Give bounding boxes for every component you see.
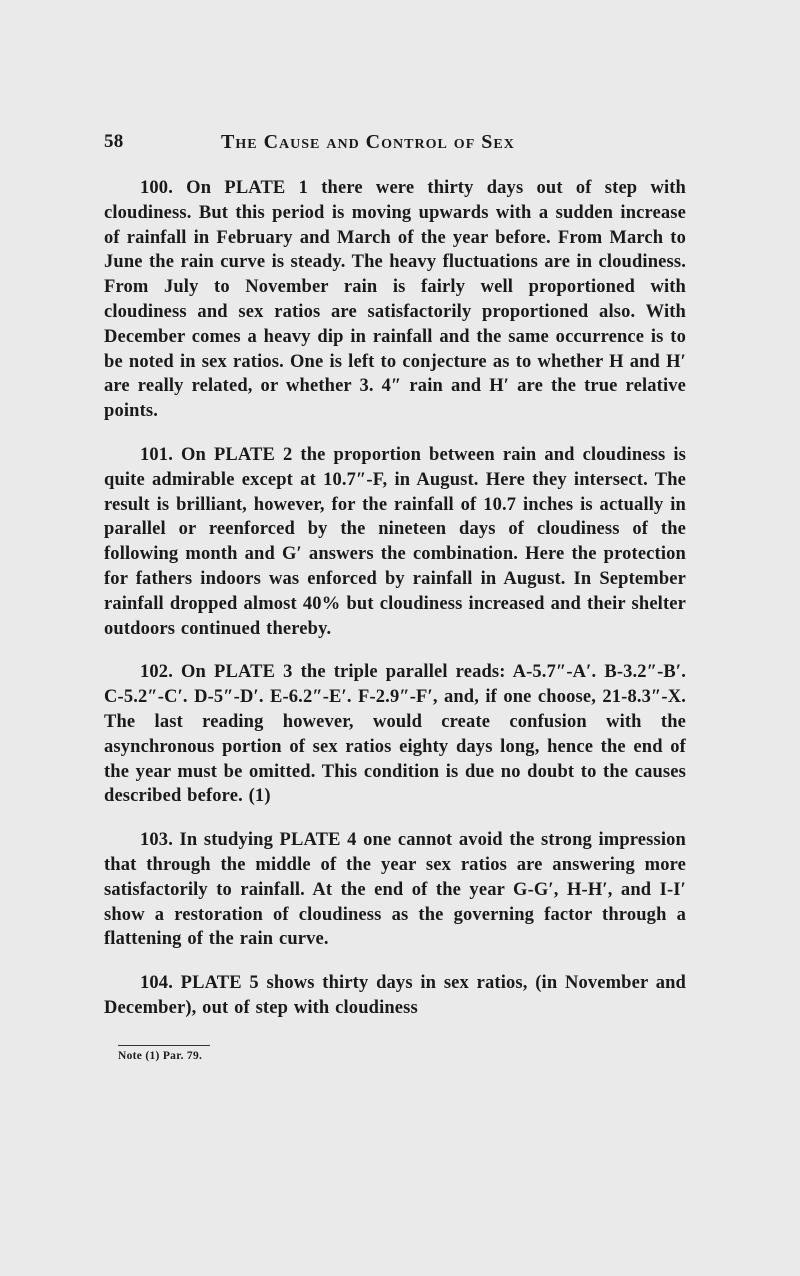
paragraph-103: 103. In studying PLATE 4 one cannot avoid the strong impression that through the middle of the year sex ratios are answering more satisfactorily to rainfall. At the end of the year G-G′, H-H′, and I-I′ show a restoration of cloudiness as the governing factor through a flattening of the rain curve. xyxy=(104,830,686,950)
running-title: The Cause and Control of Sex xyxy=(221,131,515,153)
footnote: Note (1) Par. 79. xyxy=(118,1050,203,1062)
page-number: 58 xyxy=(104,131,124,152)
paragraph-100: 100. On PLATE 1 there were thirty days out of step with cloudiness. But this period is moving upwards with a sudden increase of rainfall in February and March of the year before. From March to June the rain curve is steady. The heavy fluctuations are in cloudiness. From July to November rain is fairly well proportioned with cloudiness and sex ratios are satisfactorily proportioned also. With December comes a heavy dip in rainfall and the same occurrence is to be noted in sex ratios. One is left to conjecture as to whether H and H′ are really related, or whether 3. 4″ rain and H′ are the true relative points. xyxy=(104,178,686,422)
body-text xyxy=(104,176,686,1040)
paragraph-102: 102. On PLATE 3 the triple parallel reads: A-5.7″-A′. B-3.2″-B′. C-5.2″-C′. D-5″-D′. E-6.2″-E′. F-2.9″-F′, and, if one choose, 21-8.3″-X. The last reading however, would create confusion with the asynchronous portion of sex ratios eighty days long, hence the end of the year must be omitted. This condition is due no doubt to the causes described before. (1) xyxy=(104,662,686,807)
page-header xyxy=(104,131,678,161)
paragraph-101: 101. On PLATE 2 the proportion between rain and cloudiness is quite admirable except at 10.7″-F, in August. Here they intersect. The result is brilliant, however, for the rainfall of 10.7 inches is actually in parallel or reenforced by the nineteen days of cloudiness of the following month and G′ answers the combination. Here the protection for fathers indoors was enforced by rainfall in August. In September rainfall dropped almost 40% but cloudiness increased and their shelter outdoors continued thereby. xyxy=(104,444,686,639)
footnote-divider xyxy=(118,1045,210,1046)
paragraph-104: 104. PLATE 5 shows thirty days in sex ratios, (in November and December), out of step with cloudiness xyxy=(104,973,686,1018)
